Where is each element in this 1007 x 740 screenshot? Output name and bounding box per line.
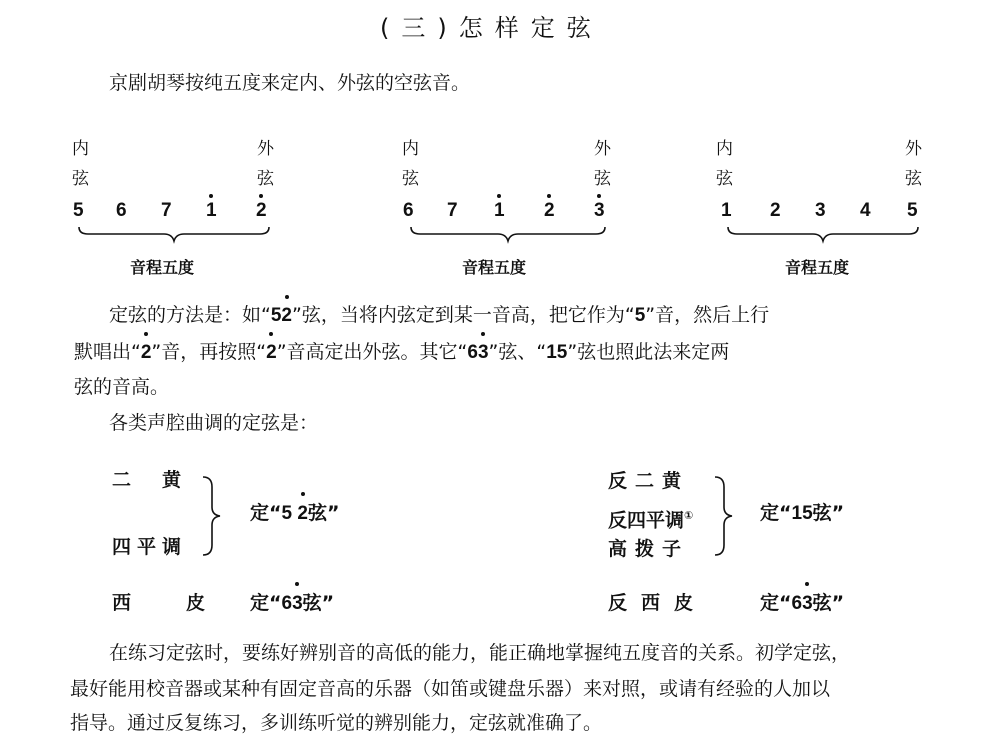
inner-string-label-bottom: 弦 <box>402 169 419 189</box>
text: ”音，然后上行 <box>645 304 770 326</box>
inner-string-label-top: 内 <box>716 139 733 159</box>
section-title: (三)怎样定弦 <box>380 14 603 42</box>
closing-line-1: 在练习定弦时，要练好辨别音的高低的能力，能正确地掌握纯五度音的关系。初学定弦， <box>109 642 851 664</box>
interval-caption: 音程五度 <box>130 258 195 277</box>
footnote-mark: ① <box>684 509 694 522</box>
group-brace <box>200 475 222 557</box>
interval-brace <box>727 226 919 242</box>
text: 弦” <box>307 502 340 524</box>
text: 弦” <box>302 592 335 614</box>
outer-string-label-top: 外 <box>905 139 922 159</box>
note: 1 <box>721 200 732 221</box>
note: 5 <box>907 200 918 221</box>
closing-line-2: 最好能用校音器或某种有固定音高的乐器（如笛或键盘乐器）来对照，或请有经验的人加以 <box>70 678 831 700</box>
group-brace <box>712 475 734 557</box>
method-line-1 <box>109 300 769 331</box>
inner-string-label-top: 内 <box>402 139 419 159</box>
text: 弦” <box>812 502 845 524</box>
method-line-3: 弦的音高。 <box>74 376 170 398</box>
tune-sipingdiao: 四平调 <box>112 536 188 558</box>
tune-fan-xipi: 反西皮 <box>608 592 708 614</box>
tuning-notes: 15 <box>546 342 568 363</box>
tune-fan-erhuang: 反二黄 <box>608 470 690 492</box>
text: 默唱出“ <box>74 341 141 363</box>
tuning-note-high: 2 <box>266 337 277 368</box>
outer-string-label-bottom: 弦 <box>594 169 611 189</box>
text: ”弦也照此法来定两 <box>567 341 730 363</box>
note: 4 <box>860 200 871 221</box>
left-group-tuning: 定“5 2弦” <box>250 498 339 529</box>
tuning-notes: 15 <box>791 503 813 524</box>
note: 3 <box>815 200 826 221</box>
note-high: 2 <box>256 200 267 221</box>
note: 5 <box>73 200 84 221</box>
note-high: 1 <box>206 200 217 221</box>
right-group-tuning <box>760 498 844 529</box>
interval-caption: 音程五度 <box>462 258 527 277</box>
note: 6 <box>116 200 127 221</box>
text: 反四平调 <box>608 509 685 532</box>
note: 6 <box>403 200 414 221</box>
tune-gao-bozi: 高拨子 <box>608 538 690 560</box>
interval-brace <box>78 226 270 242</box>
text: 定“ <box>250 592 282 614</box>
interval-brace <box>410 226 606 242</box>
text: ”音，再按照“ <box>151 341 267 363</box>
tuning-note: 5 <box>634 305 646 326</box>
xipi-tuning: 定“63弦” <box>250 588 334 619</box>
text: ”弦、“ <box>488 341 547 363</box>
outer-string-label-bottom: 弦 <box>905 169 922 189</box>
outer-string-label-top: 外 <box>257 139 274 159</box>
list-intro: 各类声腔曲调的定弦是： <box>109 412 319 434</box>
interval-caption: 音程五度 <box>785 258 850 277</box>
text: 定“ <box>760 592 792 614</box>
tuning-notes: 63 <box>467 342 488 363</box>
text: ”音高定出外弦。其它“ <box>276 341 468 363</box>
inner-string-label-bottom: 弦 <box>716 169 733 189</box>
text: 定“ <box>760 502 792 524</box>
intro-paragraph: 京剧胡琴按纯五度来定内、外弦的空弦音。 <box>109 72 471 94</box>
text: 定弦的方法是：如“ <box>109 304 271 326</box>
tune-erhuang: 二 黄 <box>112 469 188 491</box>
tuning-notes: 52 <box>271 305 292 326</box>
method-line-2 <box>74 337 729 368</box>
outer-string-label-top: 外 <box>594 139 611 159</box>
fan-xipi-tuning: 定“63弦” <box>760 588 844 619</box>
text: 定“ <box>250 502 282 524</box>
tuning-note-high: 2 <box>141 337 152 368</box>
tune-fan-sipingdiao <box>608 500 693 536</box>
note-high: 3 <box>594 200 605 221</box>
note: 7 <box>161 200 172 221</box>
text: ”弦，当将内弦定到某一音高，把它作为“ <box>292 304 635 326</box>
inner-string-label-bottom: 弦 <box>72 169 89 189</box>
tune-xipi: 西 皮 <box>112 592 224 614</box>
note-high: 2 <box>544 200 555 221</box>
note: 2 <box>770 200 781 221</box>
closing-line-3: 指导。通过反复练习，多训练听觉的辨别能力，定弦就准确了。 <box>70 712 603 734</box>
inner-string-label-top: 内 <box>72 139 89 159</box>
text: 弦” <box>812 592 845 614</box>
outer-string-label-bottom: 弦 <box>257 169 274 189</box>
note: 7 <box>447 200 458 221</box>
note-high: 1 <box>494 200 505 221</box>
